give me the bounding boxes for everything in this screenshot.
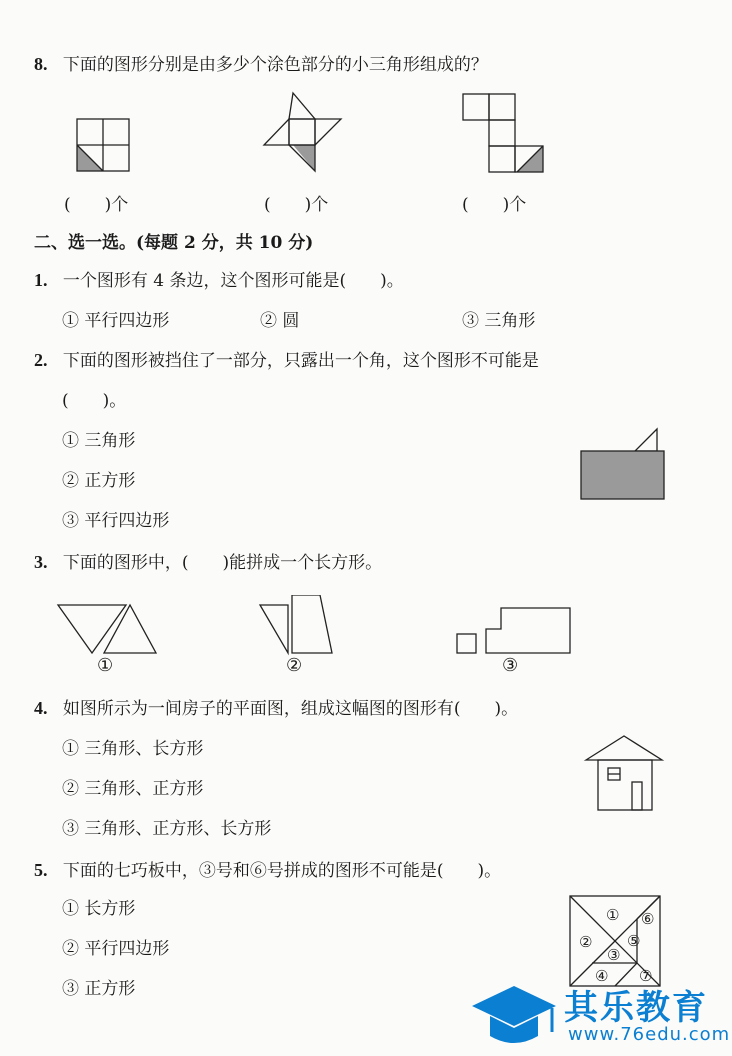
q3-label-3[interactable]: ③ — [502, 655, 519, 676]
q3-label-1[interactable]: ① — [97, 655, 114, 676]
house-roof-triangle — [586, 736, 662, 760]
question-1 — [34, 266, 404, 291]
q8-figure-2 — [264, 93, 341, 171]
q2-option-3[interactable]: ③ 平行四边形 — [62, 511, 170, 531]
watermark-url: www.76edu.com — [568, 1024, 731, 1045]
q8-figure-3 — [455, 88, 555, 188]
q1-option-3[interactable]: ③ 三角形 — [462, 311, 536, 331]
q8-figure-1 — [77, 119, 129, 171]
question-2 — [34, 346, 539, 371]
q3-opt2-triangle — [260, 605, 288, 653]
graduation-cap-icon — [468, 978, 560, 1052]
tangram-label-5: ⑤ — [627, 932, 641, 950]
q2-option-2[interactable]: ② 正方形 — [62, 471, 136, 491]
q3-opt3-square — [457, 634, 476, 653]
q8-figures — [60, 88, 360, 188]
watermark — [468, 978, 730, 1052]
q4-option-3[interactable]: ③ 三角形、正方形、长方形 — [62, 819, 272, 839]
house-wall-rectangle — [598, 760, 652, 810]
q3-opt3-polygon — [486, 608, 570, 653]
q1-option-1[interactable]: ① 平行四边形 — [62, 311, 170, 331]
question-number: 5. — [34, 860, 48, 880]
question-text: 下面的图形中，( )能拼成一个长方形。 — [62, 553, 383, 573]
question-text: 下面的七巧板中，③号和⑥号拼成的图形不可能是( )。 — [62, 861, 502, 881]
question-5 — [34, 856, 501, 881]
q4-option-1[interactable]: ① 三角形、长方形 — [62, 739, 204, 759]
section-title: 二、选一选。(每题 2 分，共 10 分) — [34, 233, 314, 253]
q3-opt1-triangle-up — [104, 605, 156, 653]
house-door-rectangle — [632, 782, 642, 810]
q4-house-figure — [580, 732, 670, 814]
question-3 — [34, 548, 382, 573]
tangram-label-6: ⑥ — [641, 910, 655, 928]
q4-option-2[interactable]: ② 三角形、正方形 — [62, 779, 204, 799]
q1-option-2[interactable]: ② 圆 — [260, 311, 300, 331]
tangram-label-2: ② — [579, 933, 593, 951]
question-text: 下面的图形分别是由多少个涂色部分的小三角形组成的？ — [62, 55, 488, 75]
q8-blank-3[interactable]: ( )个 — [462, 195, 527, 215]
q2-figure-covered-shape — [575, 425, 670, 505]
question-text-cont: ( )。 — [62, 391, 127, 411]
q3-opt2-trapezoid — [292, 595, 332, 653]
tangram-label-4: ④ — [595, 967, 609, 985]
question-number: 2. — [34, 350, 48, 370]
q8-blank-2[interactable]: ( )个 — [264, 195, 329, 215]
question-4 — [34, 694, 518, 719]
question-number: 3. — [34, 552, 48, 572]
q5-option-3[interactable]: ③ 正方形 — [62, 979, 136, 999]
watermark-name: 其乐教育 — [564, 988, 708, 1028]
tangram-label-7: ⑦ — [639, 967, 653, 985]
q5-option-1[interactable]: ① 长方形 — [62, 899, 136, 919]
question-number: 8. — [34, 54, 48, 74]
question-text: 一个图形有 4 条边，这个图形可能是( )。 — [62, 271, 404, 291]
tangram-label-3: ③ — [607, 946, 621, 964]
q5-tangram-figure — [565, 894, 665, 990]
q3-figures — [50, 595, 590, 659]
question-8 — [34, 50, 488, 75]
q3-label-2[interactable]: ② — [286, 655, 303, 676]
q5-option-2[interactable]: ② 平行四边形 — [62, 939, 170, 959]
tangram-label-1: ① — [606, 906, 620, 924]
question-text: 如图所示为一间房子的平面图，组成这幅图的图形有( )。 — [62, 699, 519, 719]
question-number: 4. — [34, 698, 48, 718]
question-text: 下面的图形被挡住了一部分，只露出一个角，这个图形不可能是 — [62, 351, 539, 371]
question-number: 1. — [34, 270, 48, 290]
q2-option-1[interactable]: ① 三角形 — [62, 431, 136, 451]
q8-blank-1[interactable]: ( )个 — [64, 195, 129, 215]
q3-opt1-triangle-down — [58, 605, 126, 653]
